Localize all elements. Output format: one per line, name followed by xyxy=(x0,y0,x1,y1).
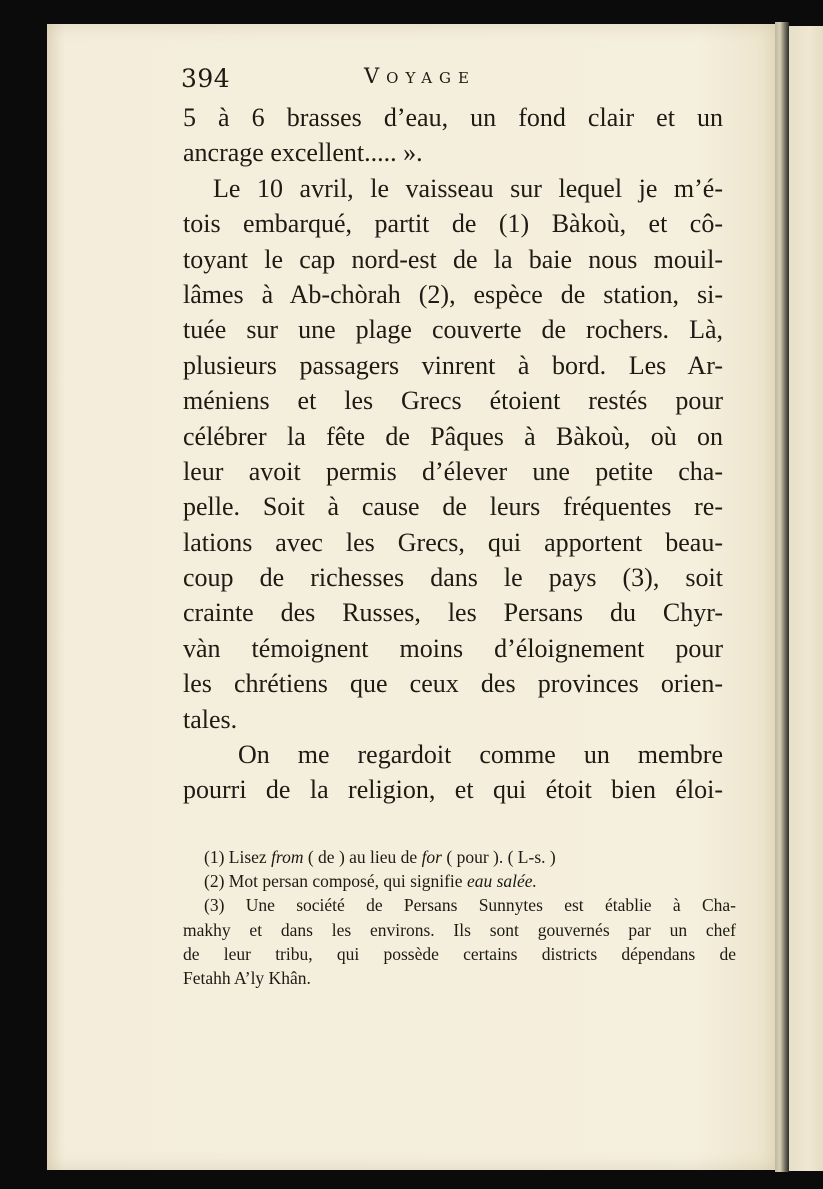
body-text xyxy=(183,100,723,808)
text-line: lations avec les Grecs, qui apportent beau- xyxy=(183,527,723,557)
footnotes xyxy=(183,845,736,990)
adjacent-page-edge xyxy=(789,26,823,1171)
text-line: lâmes à Ab-chòrah (2), espèce de station, si- xyxy=(183,279,723,309)
text-line: crainte des Russes, les Persans du Chyr- xyxy=(183,598,723,628)
text-line: 5 à 6 brasses d’eau, un fond clair et un xyxy=(183,103,723,132)
text-line: tales. xyxy=(183,704,238,734)
text-line: tuée sur une plage couverte de rochers. Là, xyxy=(183,315,723,345)
text-line: célébrer la fête de Pâques à Bàkoù, où on xyxy=(183,421,723,451)
text-line: pourri de la religion, et qui étoit bien éloi- xyxy=(183,775,723,805)
footnote-3-line: de leur tribu, qui possède certains districts dépendans de xyxy=(183,943,736,964)
footnote-2: (2) Mot persan composé, qui signifie eau salée. xyxy=(204,871,537,892)
text-line: pelle. Soit à cause de leurs fréquentes re- xyxy=(183,492,723,522)
page-gutter-edge xyxy=(775,22,789,1172)
text-line: méniens et les Grecs étoient restés pour xyxy=(183,386,723,416)
text-line: toyant le cap nord-est de la baie nous mouil- xyxy=(183,244,723,274)
paragraph-first-line: Le 10 avril, le vaisseau sur lequel je m’é- xyxy=(213,173,723,203)
text-line: plusieurs passagers vinrent à bord. Les Ar- xyxy=(183,350,723,380)
paragraph-first-line: On me regardoit comme un membre xyxy=(238,740,723,770)
text-line: les chrétiens que ceux des provinces orien- xyxy=(183,669,723,699)
footnote-1: (1) Lisez from ( de ) au lieu de for ( pour ). ( L-s. ) xyxy=(204,847,556,867)
text-line: ancrage excellent..... ». xyxy=(183,138,423,168)
page-number: 394 xyxy=(181,64,231,93)
page-header xyxy=(181,62,561,98)
text-line: tois embarqué, partit de (1) Bàkoù, et cô- xyxy=(183,209,723,239)
footnote-3-line: makhy et dans les environs. Ils sont gouvernés par un chef xyxy=(183,919,736,940)
footnote-3-line: (3) Une société de Persans Sunnytes est établie à Cha- xyxy=(204,895,736,916)
footnote-3-line: Fetahh A’ly Khân. xyxy=(183,967,311,988)
text-line: vàn témoignent moins d’éloignement pour xyxy=(183,633,723,663)
text-line: coup de richesses dans le pays (3), soit xyxy=(183,563,723,593)
running-title: Voyage xyxy=(364,64,476,88)
text-line: leur avoit permis d’élever une petite cha- xyxy=(183,456,723,486)
